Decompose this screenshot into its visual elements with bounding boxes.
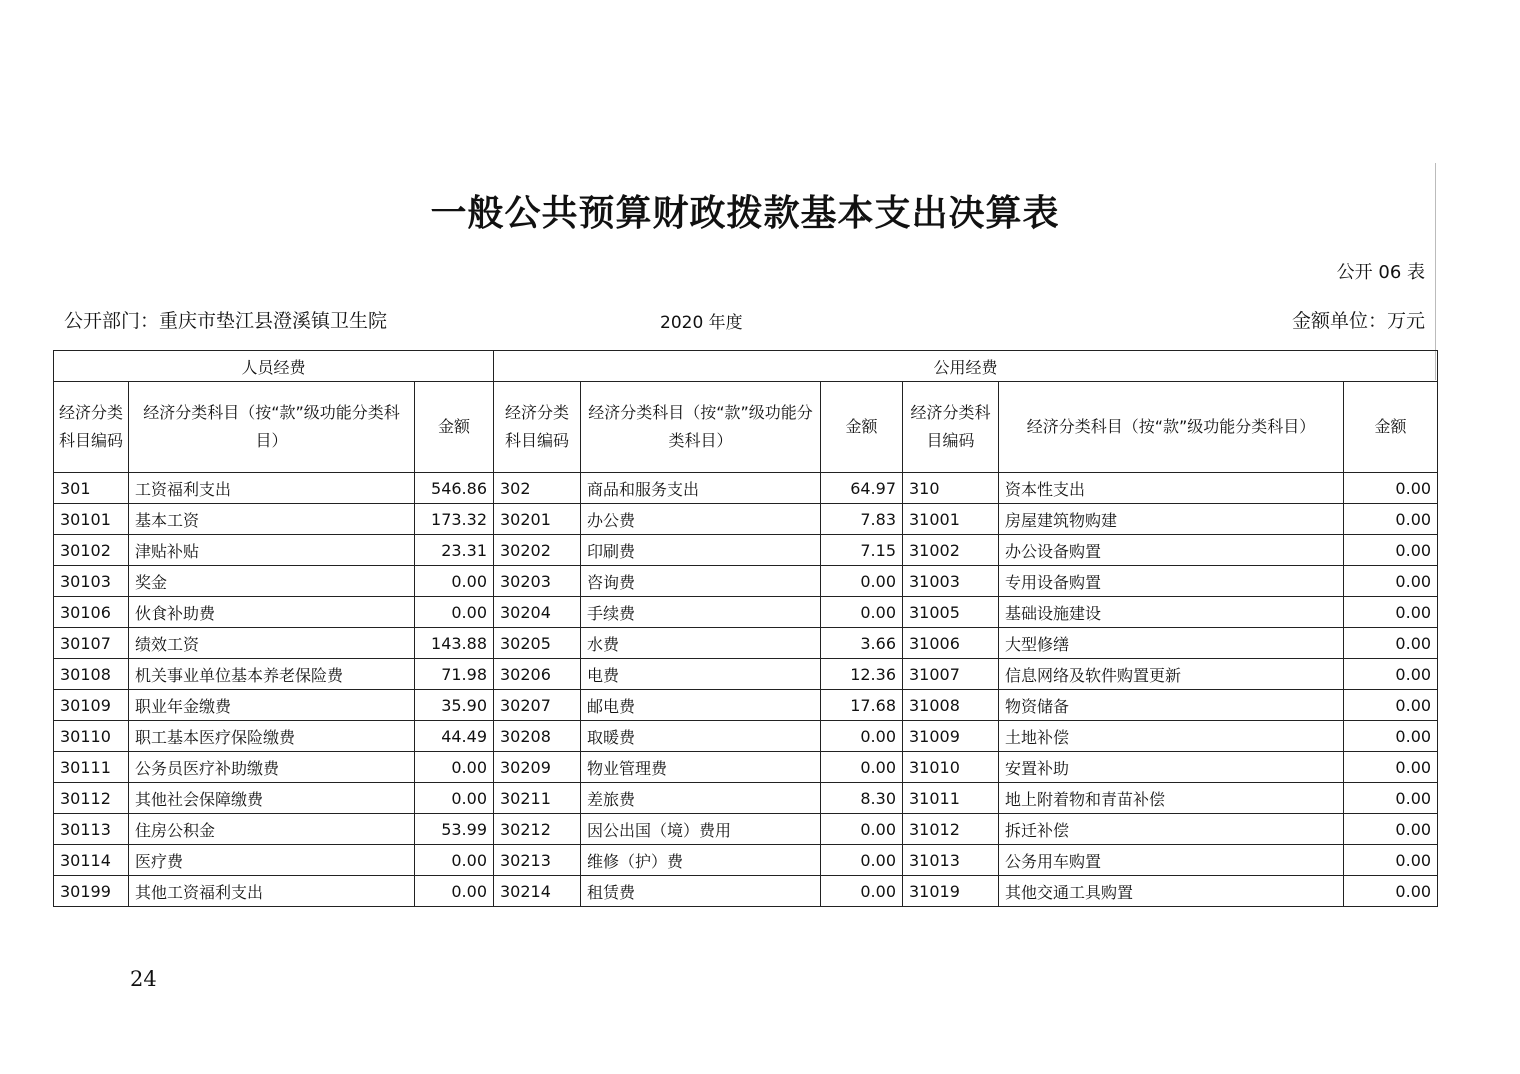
amount-cell: 7.15: [821, 535, 903, 566]
item-name-cell: 取暖费: [581, 721, 821, 752]
amount-cell: 64.97: [821, 473, 903, 504]
code-cell: 30113: [54, 814, 129, 845]
item-name-cell: 手续费: [581, 597, 821, 628]
item-name-cell: 机关事业单位基本养老保险费: [129, 659, 415, 690]
code-cell: 30111: [54, 752, 129, 783]
table-row: [54, 566, 1438, 597]
amount-cell: 71.98: [415, 659, 494, 690]
code-cell: 301: [54, 473, 129, 504]
item-name-cell: 其他社会保障缴费: [129, 783, 415, 814]
item-name-cell: 其他工资福利支出: [129, 876, 415, 907]
amount-cell: 546.86: [415, 473, 494, 504]
header-code-2: 经济分类科目编码: [494, 382, 581, 473]
code-cell: 30102: [54, 535, 129, 566]
amount-cell: 7.83: [821, 504, 903, 535]
header-code-3: 经济分类科目编码: [903, 382, 999, 473]
item-name-cell: 物业管理费: [581, 752, 821, 783]
amount-cell: 0.00: [415, 597, 494, 628]
code-cell: 31013: [903, 845, 999, 876]
code-cell: 30106: [54, 597, 129, 628]
code-cell: 30205: [494, 628, 581, 659]
item-name-cell: 职工基本医疗保险缴费: [129, 721, 415, 752]
amount-cell: 0.00: [821, 566, 903, 597]
amount-cell: 0.00: [1344, 876, 1438, 907]
code-cell: 30212: [494, 814, 581, 845]
table-row: [54, 535, 1438, 566]
amount-cell: 23.31: [415, 535, 494, 566]
table-row: [54, 721, 1438, 752]
amount-cell: 8.30: [821, 783, 903, 814]
code-cell: 30101: [54, 504, 129, 535]
item-name-cell: 工资福利支出: [129, 473, 415, 504]
code-cell: 31006: [903, 628, 999, 659]
item-name-cell: 水费: [581, 628, 821, 659]
table-row: [54, 659, 1438, 690]
table-row: [54, 845, 1438, 876]
code-cell: 31019: [903, 876, 999, 907]
item-name-cell: 办公费: [581, 504, 821, 535]
code-cell: 30109: [54, 690, 129, 721]
code-cell: 30202: [494, 535, 581, 566]
item-name-cell: 租赁费: [581, 876, 821, 907]
item-name-cell: 物资储备: [999, 690, 1344, 721]
amount-cell: 44.49: [415, 721, 494, 752]
item-name-cell: 信息网络及软件购置更新: [999, 659, 1344, 690]
item-name-cell: 咨询费: [581, 566, 821, 597]
item-name-cell: 公务用车购置: [999, 845, 1344, 876]
amount-cell: 0.00: [1344, 845, 1438, 876]
code-cell: 30112: [54, 783, 129, 814]
group-personnel: 人员经费: [54, 351, 494, 382]
code-cell: 30204: [494, 597, 581, 628]
item-name-cell: 住房公积金: [129, 814, 415, 845]
item-name-cell: 资本性支出: [999, 473, 1344, 504]
item-name-cell: 电费: [581, 659, 821, 690]
item-name-cell: 津贴补贴: [129, 535, 415, 566]
amount-cell: 0.00: [821, 876, 903, 907]
amount-cell: 0.00: [1344, 721, 1438, 752]
table-row: [54, 597, 1438, 628]
amount-cell: 0.00: [1344, 473, 1438, 504]
amount-cell: 17.68: [821, 690, 903, 721]
form-number: 公开 06 表: [1336, 262, 1425, 283]
code-cell: 30108: [54, 659, 129, 690]
table-row: [54, 783, 1438, 814]
amount-cell: 53.99: [415, 814, 494, 845]
amount-cell: 143.88: [415, 628, 494, 659]
header-amount-1: 金额: [415, 382, 494, 473]
year-label: 2020 年度: [660, 313, 743, 333]
item-name-cell: 印刷费: [581, 535, 821, 566]
amount-cell: 0.00: [1344, 659, 1438, 690]
code-cell: 30107: [54, 628, 129, 659]
code-cell: 31005: [903, 597, 999, 628]
group-public: 公用经费: [494, 351, 1438, 382]
amount-unit-label: 金额单位：万元: [1291, 310, 1425, 332]
header-code-1: 经济分类科目编码: [54, 382, 129, 473]
amount-cell: 0.00: [1344, 504, 1438, 535]
item-name-cell: 职业年金缴费: [129, 690, 415, 721]
header-name-2: 经济分类科目（按“款”级功能分类科目）: [581, 382, 821, 473]
amount-cell: 0.00: [415, 566, 494, 597]
code-cell: 30214: [494, 876, 581, 907]
amount-cell: 0.00: [415, 876, 494, 907]
table-row: [54, 628, 1438, 659]
item-name-cell: 伙食补助费: [129, 597, 415, 628]
amount-cell: 0.00: [1344, 566, 1438, 597]
table-row: [54, 876, 1438, 907]
amount-cell: 0.00: [1344, 783, 1438, 814]
code-cell: 31010: [903, 752, 999, 783]
code-cell: 30103: [54, 566, 129, 597]
page-title: 一般公共预算财政拨款基本支出决算表: [430, 192, 1060, 234]
code-cell: 30201: [494, 504, 581, 535]
code-cell: 30110: [54, 721, 129, 752]
amount-cell: 35.90: [415, 690, 494, 721]
amount-cell: 0.00: [1344, 535, 1438, 566]
item-name-cell: 地上附着物和青苗补偿: [999, 783, 1344, 814]
header-amount-3: 金额: [1344, 382, 1438, 473]
code-cell: 30208: [494, 721, 581, 752]
code-cell: 30207: [494, 690, 581, 721]
department-label: 公开部门：重庆市垫江县澄溪镇卫生院: [64, 310, 388, 332]
item-name-cell: 绩效工资: [129, 628, 415, 659]
amount-cell: 0.00: [821, 721, 903, 752]
item-name-cell: 邮电费: [581, 690, 821, 721]
code-cell: 31003: [903, 566, 999, 597]
item-name-cell: 房屋建筑物购建: [999, 504, 1344, 535]
amount-cell: 0.00: [415, 845, 494, 876]
item-name-cell: 基本工资: [129, 504, 415, 535]
amount-cell: 0.00: [1344, 752, 1438, 783]
code-cell: 310: [903, 473, 999, 504]
amount-cell: 12.36: [821, 659, 903, 690]
table-row: [54, 814, 1438, 845]
amount-cell: 0.00: [1344, 814, 1438, 845]
item-name-cell: 土地补偿: [999, 721, 1344, 752]
amount-cell: 0.00: [1344, 628, 1438, 659]
table-row: [54, 473, 1438, 504]
code-cell: 31002: [903, 535, 999, 566]
amount-cell: 0.00: [415, 752, 494, 783]
item-name-cell: 拆迁补偿: [999, 814, 1344, 845]
item-name-cell: 奖金: [129, 566, 415, 597]
item-name-cell: 办公设备购置: [999, 535, 1344, 566]
amount-cell: 0.00: [821, 814, 903, 845]
code-cell: 30206: [494, 659, 581, 690]
item-name-cell: 因公出国（境）费用: [581, 814, 821, 845]
item-name-cell: 维修（护）费: [581, 845, 821, 876]
code-cell: 30199: [54, 876, 129, 907]
item-name-cell: 安置补助: [999, 752, 1344, 783]
expenditure-table: [53, 350, 1438, 907]
code-cell: 30114: [54, 845, 129, 876]
code-cell: 31012: [903, 814, 999, 845]
item-name-cell: 基础设施建设: [999, 597, 1344, 628]
code-cell: 31007: [903, 659, 999, 690]
amount-cell: 0.00: [415, 783, 494, 814]
table-row: [54, 504, 1438, 535]
item-name-cell: 差旅费: [581, 783, 821, 814]
amount-cell: 3.66: [821, 628, 903, 659]
code-cell: 30203: [494, 566, 581, 597]
amount-cell: 173.32: [415, 504, 494, 535]
amount-cell: 0.00: [1344, 690, 1438, 721]
code-cell: 302: [494, 473, 581, 504]
amount-cell: 0.00: [821, 845, 903, 876]
table-row: [54, 752, 1438, 783]
amount-cell: 0.00: [1344, 597, 1438, 628]
code-cell: 31008: [903, 690, 999, 721]
item-name-cell: 大型修缮: [999, 628, 1344, 659]
item-name-cell: 商品和服务支出: [581, 473, 821, 504]
amount-cell: 0.00: [821, 752, 903, 783]
header-amount-2: 金额: [821, 382, 903, 473]
header-name-1: 经济分类科目（按“款”级功能分类科目）: [129, 382, 415, 473]
item-name-cell: 其他交通工具购置: [999, 876, 1344, 907]
code-cell: 31001: [903, 504, 999, 535]
code-cell: 30209: [494, 752, 581, 783]
item-name-cell: 专用设备购置: [999, 566, 1344, 597]
item-name-cell: 公务员医疗补助缴费: [129, 752, 415, 783]
code-cell: 31009: [903, 721, 999, 752]
code-cell: 31011: [903, 783, 999, 814]
header-name-3: 经济分类科目（按“款”级功能分类科目）: [999, 382, 1344, 473]
item-name-cell: 医疗费: [129, 845, 415, 876]
code-cell: 30211: [494, 783, 581, 814]
page-number: 24: [130, 967, 157, 991]
code-cell: 30213: [494, 845, 581, 876]
table-row: [54, 690, 1438, 721]
amount-cell: 0.00: [821, 597, 903, 628]
